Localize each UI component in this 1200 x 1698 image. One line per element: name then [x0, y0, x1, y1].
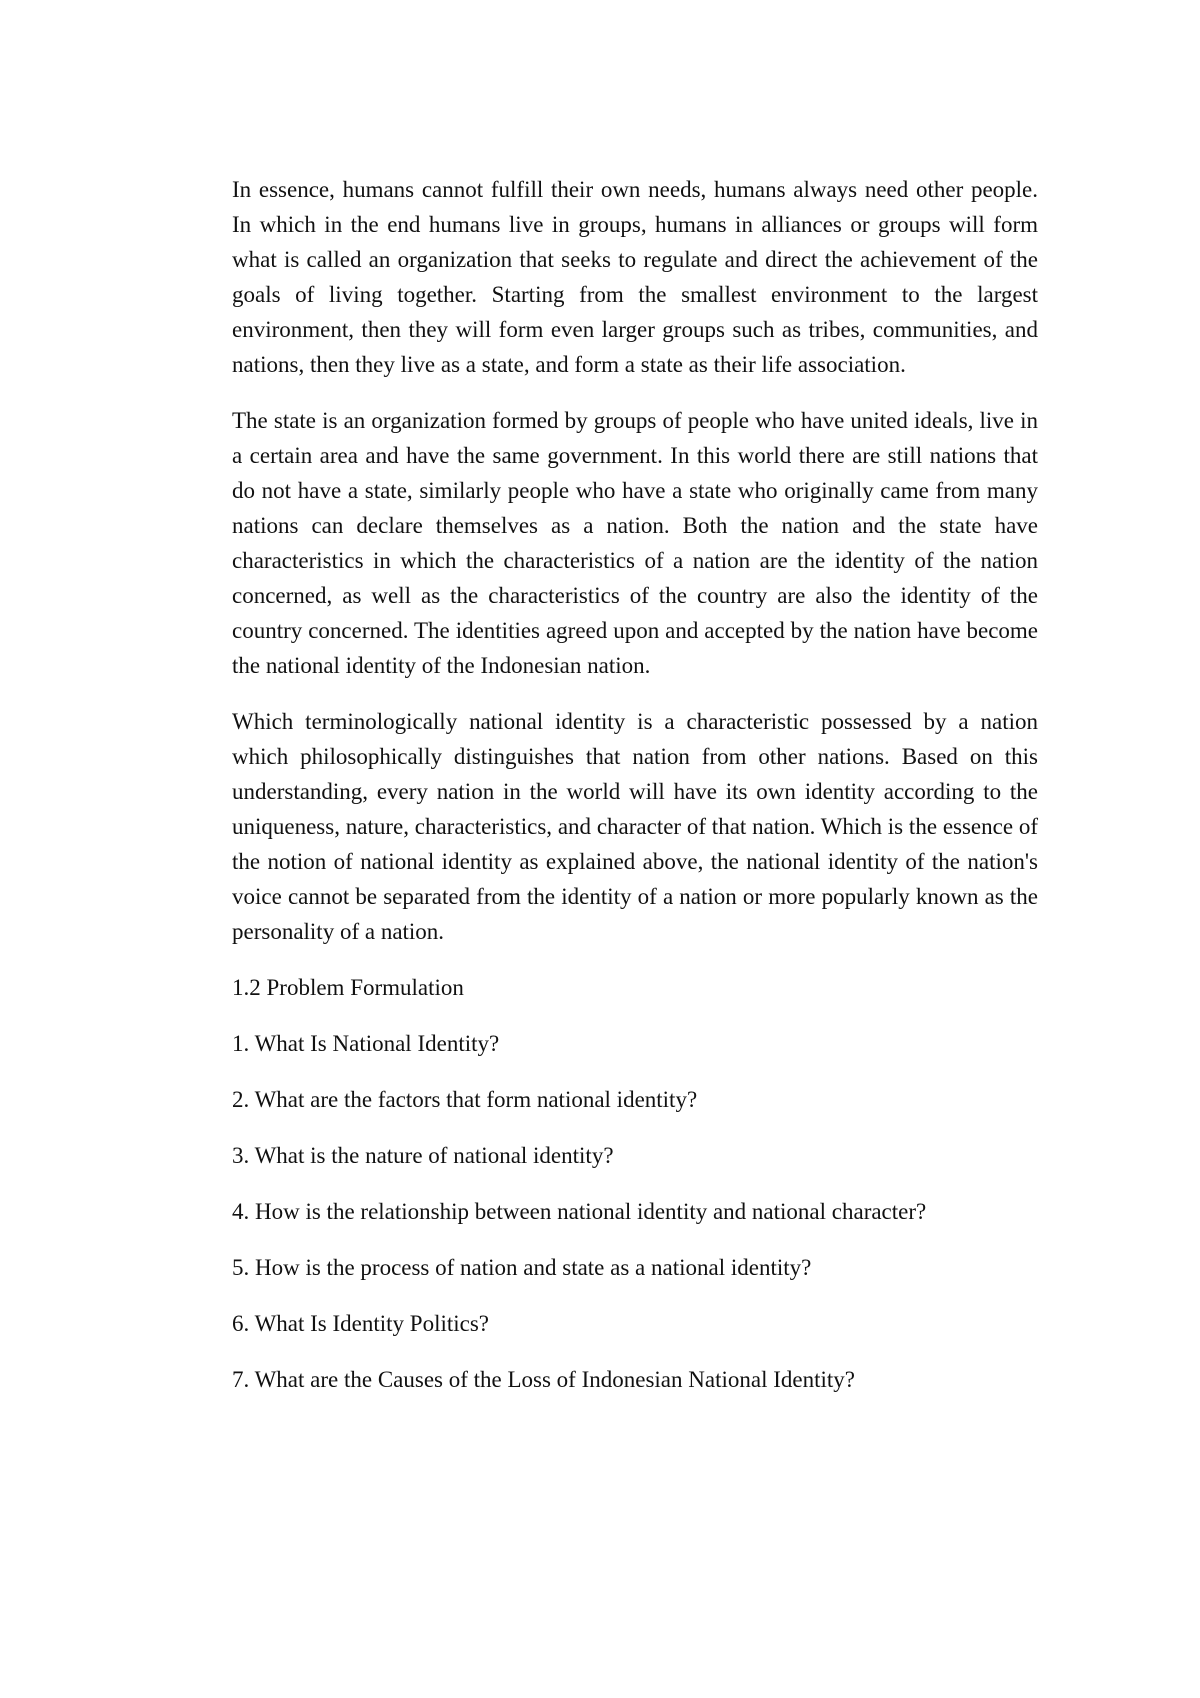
list-item: 1. What Is National Identity?: [232, 1031, 500, 1056]
list-item: 2. What are the factors that form national identity?: [232, 1087, 698, 1112]
list-item: 6. What Is Identity Politics?: [232, 1311, 490, 1336]
paragraph-national-identity: Which terminologically national identity is a characteristic possessed by a nation which philosophically distinguishes that nation from other nations. Based on this understanding, every nation in the world will have its own identity according to the uniqueness, nature, characteristics, and character of that nation. Which is the essence of the notion of national identity as explained above, the national identity of the nation's voice cannot be separated from the identity of a nation or more popularly known as the personality of a nation.: [232, 709, 1038, 944]
list-item: 4. How is the relationship between national identity and national character?: [232, 1199, 927, 1224]
section-heading: 1.2 Problem Formulation: [232, 975, 464, 1000]
page-content: [232, 172, 1038, 1418]
paragraph-intro: In essence, humans cannot fulfill their own needs, humans always need other people. In which in the end humans live in groups, humans in alliances or groups will form what is called an organization that seeks to regulate and direct the achievement of the goals of living together. Starting from the smallest environment to the largest environment, then they will form even larger groups such as tribes, communities, and nations, then they live as a state, and form a state as their life association.: [232, 177, 1038, 377]
problem-list: [232, 1026, 1038, 1397]
list-item: 7. What are the Causes of the Loss of Indonesian National Identity?: [232, 1367, 855, 1392]
list-item: 5. How is the process of nation and state as a national identity?: [232, 1255, 812, 1280]
paragraph-state: The state is an organization formed by groups of people who have united ideals, live in a certain area and have the same government. In this world there are still nations that do not have a state, similarly people who have a state who originally came from many nations can declare themselves as a nation. Both the nation and the state have characteristics in which the characteristics of a nation are the identity of the nation concerned, as well as the characteristics of the country are also the identity of the country concerned. The identities agreed upon and accepted by the nation have become the national identity of the Indonesian nation.: [232, 408, 1038, 678]
list-item: 3. What is the nature of national identity?: [232, 1143, 614, 1168]
